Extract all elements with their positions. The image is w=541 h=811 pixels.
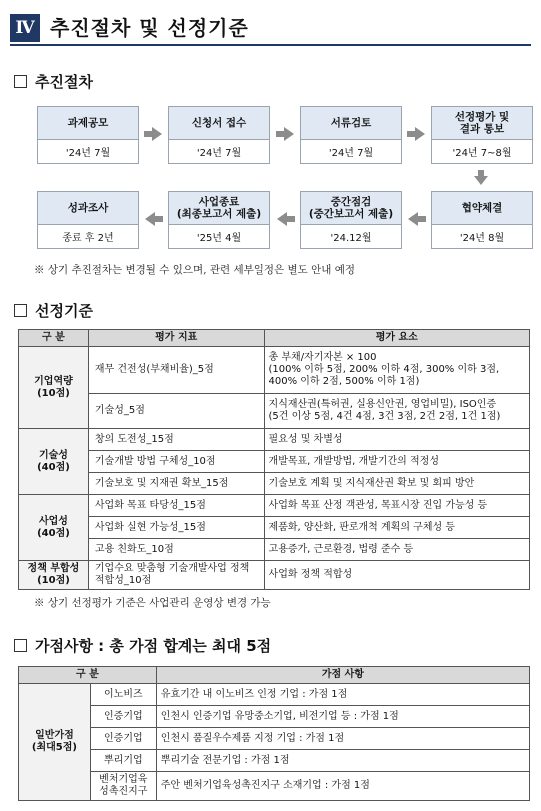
table-row — [19, 495, 530, 517]
process-step-4 — [431, 106, 533, 164]
criteria-category: 기술성 (40점) — [19, 429, 89, 495]
step-date: '24년 7월 — [196, 148, 242, 159]
criteria-indicator: 기술보호 및 지재권 확보_15점 — [88, 473, 264, 495]
table-row — [19, 473, 530, 495]
process-step-6 — [300, 191, 402, 249]
bonus-item: 유효기간 내 이노비즈 인정 기업 : 가점 1점 — [156, 684, 529, 706]
step-date: '24년 7월 — [65, 148, 111, 159]
criteria-indicator: 기술개발 방법 구체성_10점 — [88, 451, 264, 473]
square-bullet-icon — [14, 304, 27, 317]
arrow-left-icon — [277, 212, 287, 226]
step-date: '24년 7~8월 — [452, 148, 512, 159]
arrow-down-icon — [474, 176, 488, 185]
table-row — [19, 684, 530, 706]
criteria-element: 사업화 목표 산정 객관성, 목표시장 진입 가능성 등 — [264, 495, 529, 517]
criteria-element: 제품화, 양산화, 판로개척 계획의 구체성 등 — [264, 517, 529, 539]
bonus-category: 일반가점 (최대5점) — [19, 684, 91, 801]
step-name: 사업종료 (최종보고서 제출) — [169, 192, 269, 225]
step-name: 성과조사 — [38, 192, 138, 225]
arrow-left-icon — [145, 212, 155, 226]
criteria-category: 정책 부합성 (10점) — [19, 561, 89, 590]
criteria-element: 개발목표, 개발방법, 개발기간의 적정성 — [264, 451, 529, 473]
process-step-1 — [37, 106, 139, 164]
criteria-indicator: 기술성_5점 — [88, 394, 264, 429]
bonus-subcategory: 이노비즈 — [90, 684, 156, 706]
column-header: 구 분 — [19, 330, 89, 347]
table-row — [19, 772, 530, 801]
criteria-indicator: 고용 친화도_10점 — [88, 539, 264, 561]
step-date: '25년 4월 — [196, 233, 242, 244]
table-row — [19, 517, 530, 539]
criteria-note: ※ 상기 선정평가 기준은 사업관리 운영상 변경 가능 — [34, 597, 271, 609]
criteria-indicator: 기업수요 맞춤형 기술개발사업 정책 적합성_10점 — [88, 561, 264, 590]
table-row — [19, 706, 530, 728]
procedure-note: ※ 상기 추진절차는 변경될 수 있으며, 관련 세부일정은 별도 안내 예정 — [34, 264, 356, 276]
process-flow — [0, 0, 541, 260]
section-criteria-heading: 선정기준 — [14, 301, 93, 321]
arrow-right-icon — [152, 127, 162, 141]
step-name: 서류검토 — [301, 107, 401, 140]
square-bullet-icon — [14, 639, 27, 652]
section-procedure-heading: 추진절차 — [14, 72, 93, 92]
criteria-category: 사업성 (40점) — [19, 495, 89, 561]
column-header: 가점 사항 — [156, 667, 529, 684]
criteria-element: 사업화 정책 적합성 — [264, 561, 529, 590]
table-row — [19, 539, 530, 561]
criteria-element: 총 부채/자기자본 × 100 (100% 이하 5점, 200% 이하 4점, 300% 이하 3점, 400% 이하 2점, 500% 이하 1점) — [264, 347, 529, 394]
arrow-right-icon — [284, 127, 294, 141]
step-date: '24년 8월 — [459, 233, 505, 244]
bonus-subcategory: 인증기업 — [90, 728, 156, 750]
step-name: 선정평가 및 결과 통보 — [432, 107, 532, 140]
step-name: 신청서 접수 — [169, 107, 269, 140]
step-date: '24.12월 — [330, 233, 372, 244]
step-date: 종료 후 2년 — [62, 233, 114, 244]
table-row — [19, 750, 530, 772]
table-row — [19, 728, 530, 750]
process-step-8 — [37, 191, 139, 249]
step-name: 중간점검 (중간보고서 제출) — [301, 192, 401, 225]
criteria-indicator: 사업화 실현 가능성_15점 — [88, 517, 264, 539]
table-header-row — [19, 330, 530, 347]
criteria-element: 필요성 및 차별성 — [264, 429, 529, 451]
table-row — [19, 561, 530, 590]
table-row — [19, 347, 530, 394]
bonus-table — [18, 666, 530, 801]
criteria-indicator: 창의 도전성_15점 — [88, 429, 264, 451]
process-step-2 — [168, 106, 270, 164]
step-name: 협약체결 — [432, 192, 532, 225]
criteria-indicator: 재무 건전성(부채비율)_5점 — [88, 347, 264, 394]
bonus-item: 인천시 품질우수제품 지정 기업 : 가점 1점 — [156, 728, 529, 750]
column-header: 평가 지표 — [88, 330, 264, 347]
bonus-item: 인천시 인증기업 유망중소기업, 비전기업 등 : 가점 1점 — [156, 706, 529, 728]
process-step-3 — [300, 106, 402, 164]
section-bonus-heading: 가점사항 : 총 가점 합계는 최대 5점 — [14, 636, 271, 656]
page-title: 추진절차 및 선정기준 — [50, 16, 249, 40]
bonus-item: 뿌리기술 전문기업 : 가점 1점 — [156, 750, 529, 772]
bonus-subcategory: 벤처기업육 성촉진지구 — [90, 772, 156, 801]
criteria-element: 고용증가, 근로환경, 법령 준수 등 — [264, 539, 529, 561]
bonus-subcategory: 인증기업 — [90, 706, 156, 728]
arrow-right-icon — [415, 127, 425, 141]
criteria-element: 지식재산권(특허권, 실용신안권, 영업비밀), ISO인증 (5건 이상 5점, 4건 4점, 3건 3점, 2건 2점, 1건 1점) — [264, 394, 529, 429]
criteria-element: 기술보호 계획 및 지식재산권 확보 및 회피 방안 — [264, 473, 529, 495]
table-row — [19, 429, 530, 451]
bonus-subcategory: 뿌리기업 — [90, 750, 156, 772]
step-name: 과제공모 — [38, 107, 138, 140]
process-step-7 — [168, 191, 270, 249]
criteria-indicator: 사업화 목표 타당성_15점 — [88, 495, 264, 517]
criteria-table — [18, 329, 530, 590]
column-header: 평가 요소 — [264, 330, 529, 347]
criteria-category: 기업역량 (10점) — [19, 347, 89, 429]
step-date: '24년 7월 — [328, 148, 374, 159]
table-row — [19, 451, 530, 473]
arrow-left-icon — [408, 212, 418, 226]
column-header: 구 분 — [19, 667, 157, 684]
process-step-5 — [431, 191, 533, 249]
table-header-row — [19, 667, 530, 684]
bonus-item: 주안 벤처기업육성촉진지구 소재기업 : 가점 1점 — [156, 772, 529, 801]
table-row — [19, 394, 530, 429]
section-numeral: Ⅳ — [10, 14, 40, 42]
